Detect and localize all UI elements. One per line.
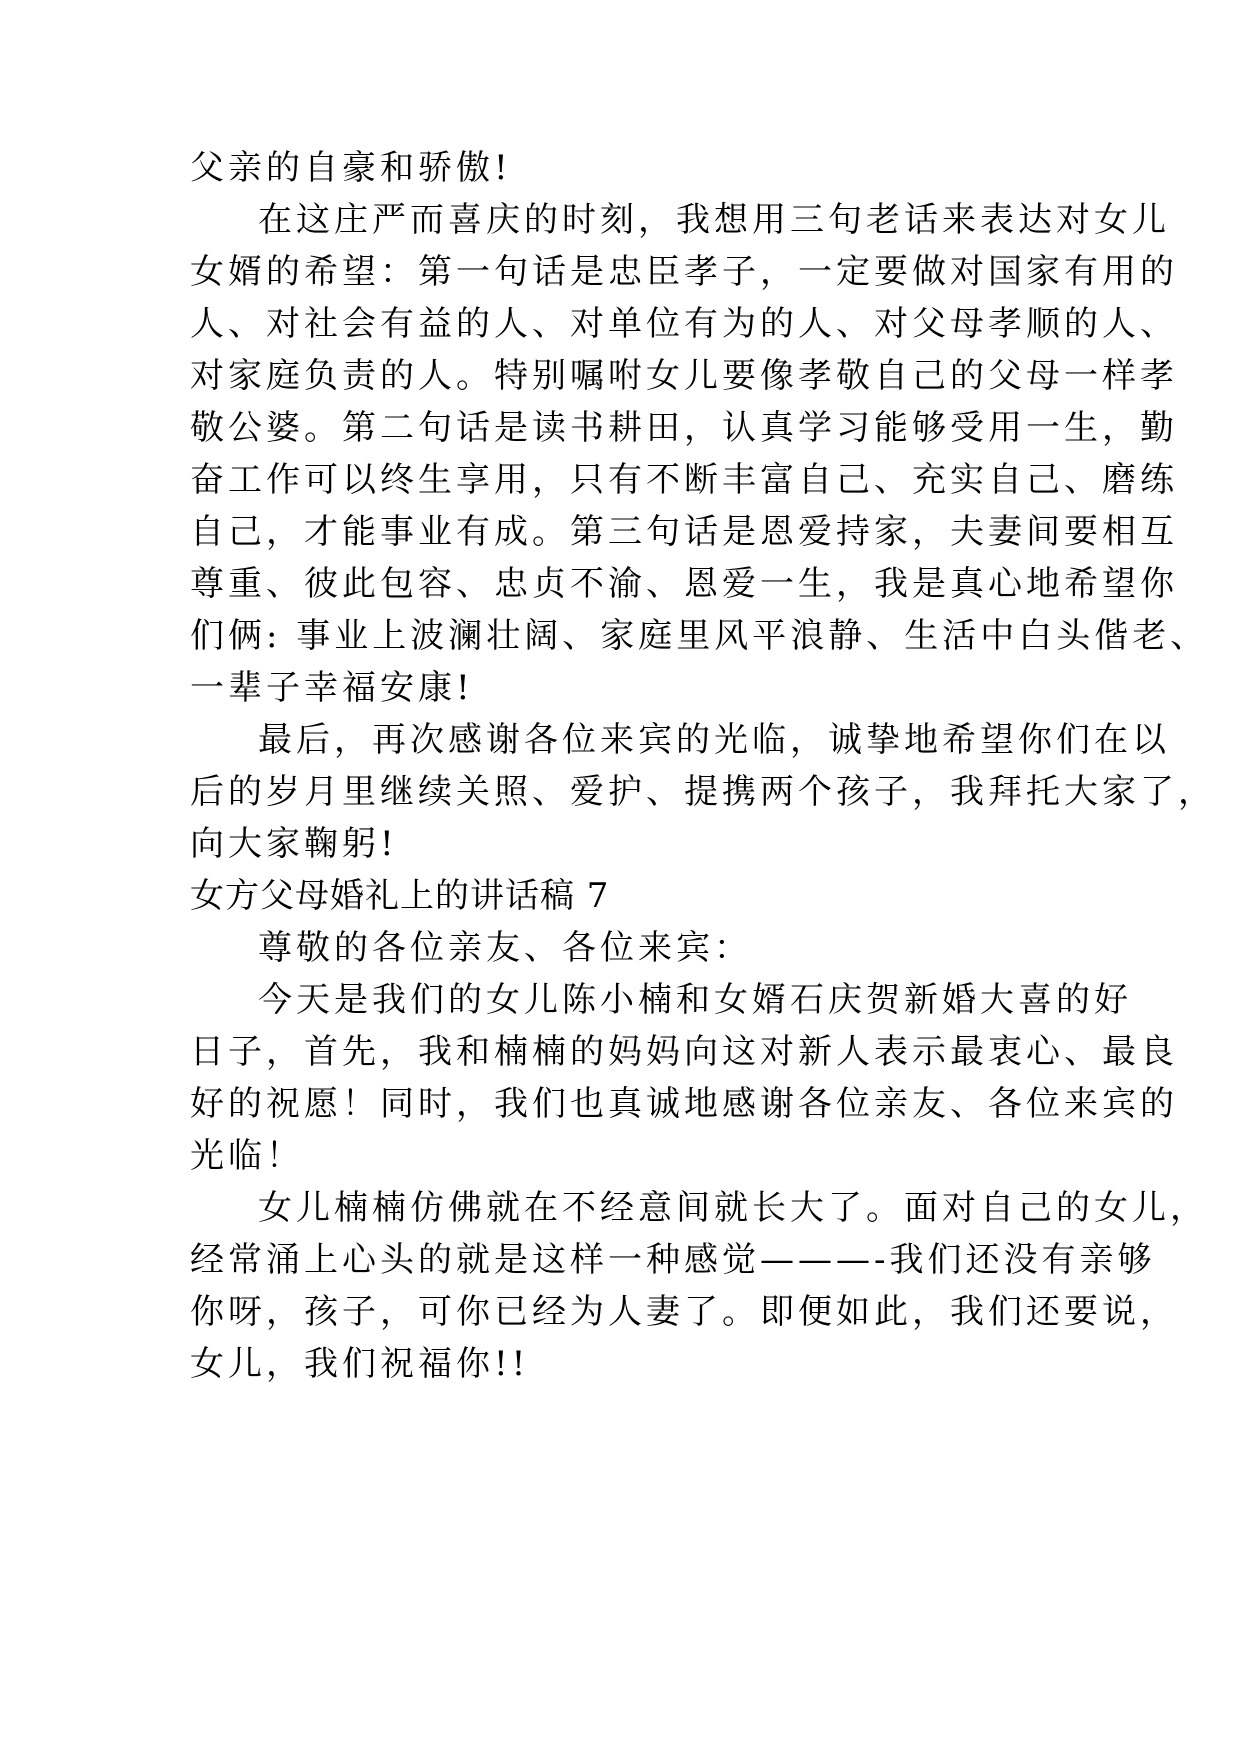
text-line: 经常涌上心头的就是这样一种感觉———-我们还没有亲够: [190, 1240, 1156, 1280]
text-line: 好的祝愿！同时，我们也真诚地感谢各位亲友、各位来宾的: [190, 1084, 1178, 1124]
text-line: 后的岁月里继续关照、爱护、提携两个孩子，我拜托大家了，: [190, 772, 1216, 812]
text-line: 光临！: [190, 1136, 304, 1176]
text-line: 女婿的希望：第一句话是忠臣孝子，一定要做对国家有用的: [190, 252, 1178, 292]
paragraph-start-line: 今天是我们的女儿陈小楠和女婿石庆贺新婚大喜的好: [258, 980, 1132, 1020]
text-line: 对家庭负责的人。特别嘱咐女儿要像孝敬自己的父母一样孝: [190, 356, 1178, 396]
text-line: 父亲的自豪和骄傲!: [190, 148, 512, 188]
text-line: 人、对社会有益的人、对单位有为的人、对父母孝顺的人、: [190, 304, 1178, 344]
text-line: 敬公婆。第二句话是读书耕田，认真学习能够受用一生，勤: [190, 408, 1178, 448]
text-line: 们俩: 事业上波澜壮阔、家庭里风平浪静、生活中白头偕老、: [190, 616, 1209, 656]
text-line: 你呀，孩子，可你已经为人妻了。即便如此，我们还要说，: [190, 1292, 1178, 1332]
text-line: 日子，首先，我和楠楠的妈妈向这对新人表示最衷心、最良: [190, 1032, 1178, 1072]
text-line: 向大家鞠躬!: [190, 824, 398, 864]
salutation-line: 尊敬的各位亲友、各位来宾：: [258, 928, 752, 968]
section-heading: 女方父母婚礼上的讲话稿 7: [190, 876, 610, 916]
text-line: 尊重、彼此包容、忠贞不渝、恩爱一生，我是真心地希望你: [190, 564, 1178, 604]
text-line: 奋工作可以终生享用，只有不断丰富自己、充实自己、磨练: [190, 460, 1178, 500]
text-line: 女儿，我们祝福你!!: [190, 1344, 530, 1384]
paragraph-start-line: 最后，再次感谢各位来宾的光临，诚挚地希望你们在以: [258, 720, 1170, 760]
text-line: 一辈子幸福安康!: [190, 668, 474, 708]
paragraph-start-line: 在这庄严而喜庆的时刻，我想用三句老话来表达对女儿: [258, 200, 1170, 240]
text-line: 自己，才能事业有成。第三句话是恩爱持家，夫妻间要相互: [190, 512, 1178, 552]
paragraph-start-line: 女儿楠楠仿佛就在不经意间就长大了。面对自己的女儿，: [258, 1188, 1208, 1228]
